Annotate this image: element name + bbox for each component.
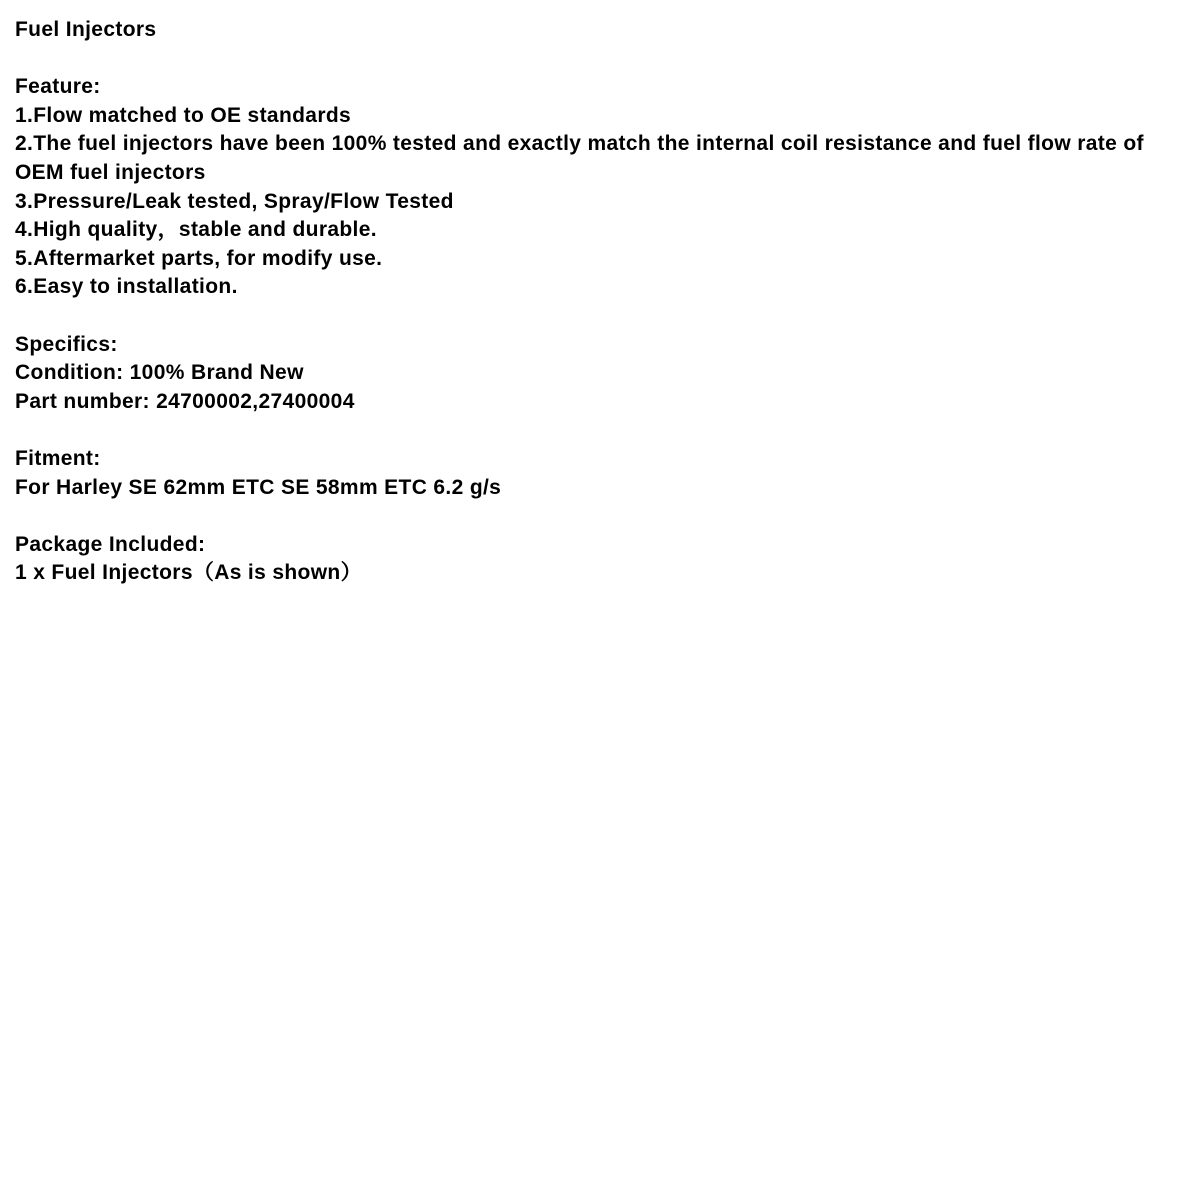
part-number-text: Part number: 24700002,27400004 xyxy=(15,389,355,413)
spacer xyxy=(15,502,1185,531)
feature-item: 5.Aftermarket parts, for modify use. xyxy=(15,246,383,270)
condition-text: Condition: 100% Brand New xyxy=(15,361,304,385)
feature-item: 3.Pressure/Leak tested, Spray/Flow Tested xyxy=(15,189,454,213)
feature-section xyxy=(15,73,1185,302)
feature-item: 2.The fuel injectors have been 100% tested and exactly match the internal coil resistance and fuel flow rate of OEM fuel injectors xyxy=(15,132,1151,184)
fitment-section xyxy=(15,445,1185,502)
package-text: 1 x Fuel Injectors（As is shown） xyxy=(15,561,362,585)
spacer xyxy=(15,302,1185,331)
specifics-heading: Specifics: xyxy=(15,332,118,356)
package-section xyxy=(15,531,1185,588)
package-heading: Package Included: xyxy=(15,532,206,556)
feature-item: 6.Easy to installation. xyxy=(15,275,238,299)
spacer xyxy=(15,45,1185,74)
product-description xyxy=(15,16,1185,588)
feature-item: 1.Flow matched to OE standards xyxy=(15,103,352,127)
feature-item: 4.High quality，stable and durable. xyxy=(15,218,377,242)
document-title: Fuel Injectors xyxy=(15,18,157,41)
fitment-text: For Harley SE 62mm ETC SE 58mm ETC 6.2 g/s xyxy=(15,475,502,499)
specifics-section xyxy=(15,331,1185,417)
spacer xyxy=(15,416,1185,445)
fitment-heading: Fitment: xyxy=(15,446,101,470)
feature-heading: Feature: xyxy=(15,75,101,99)
